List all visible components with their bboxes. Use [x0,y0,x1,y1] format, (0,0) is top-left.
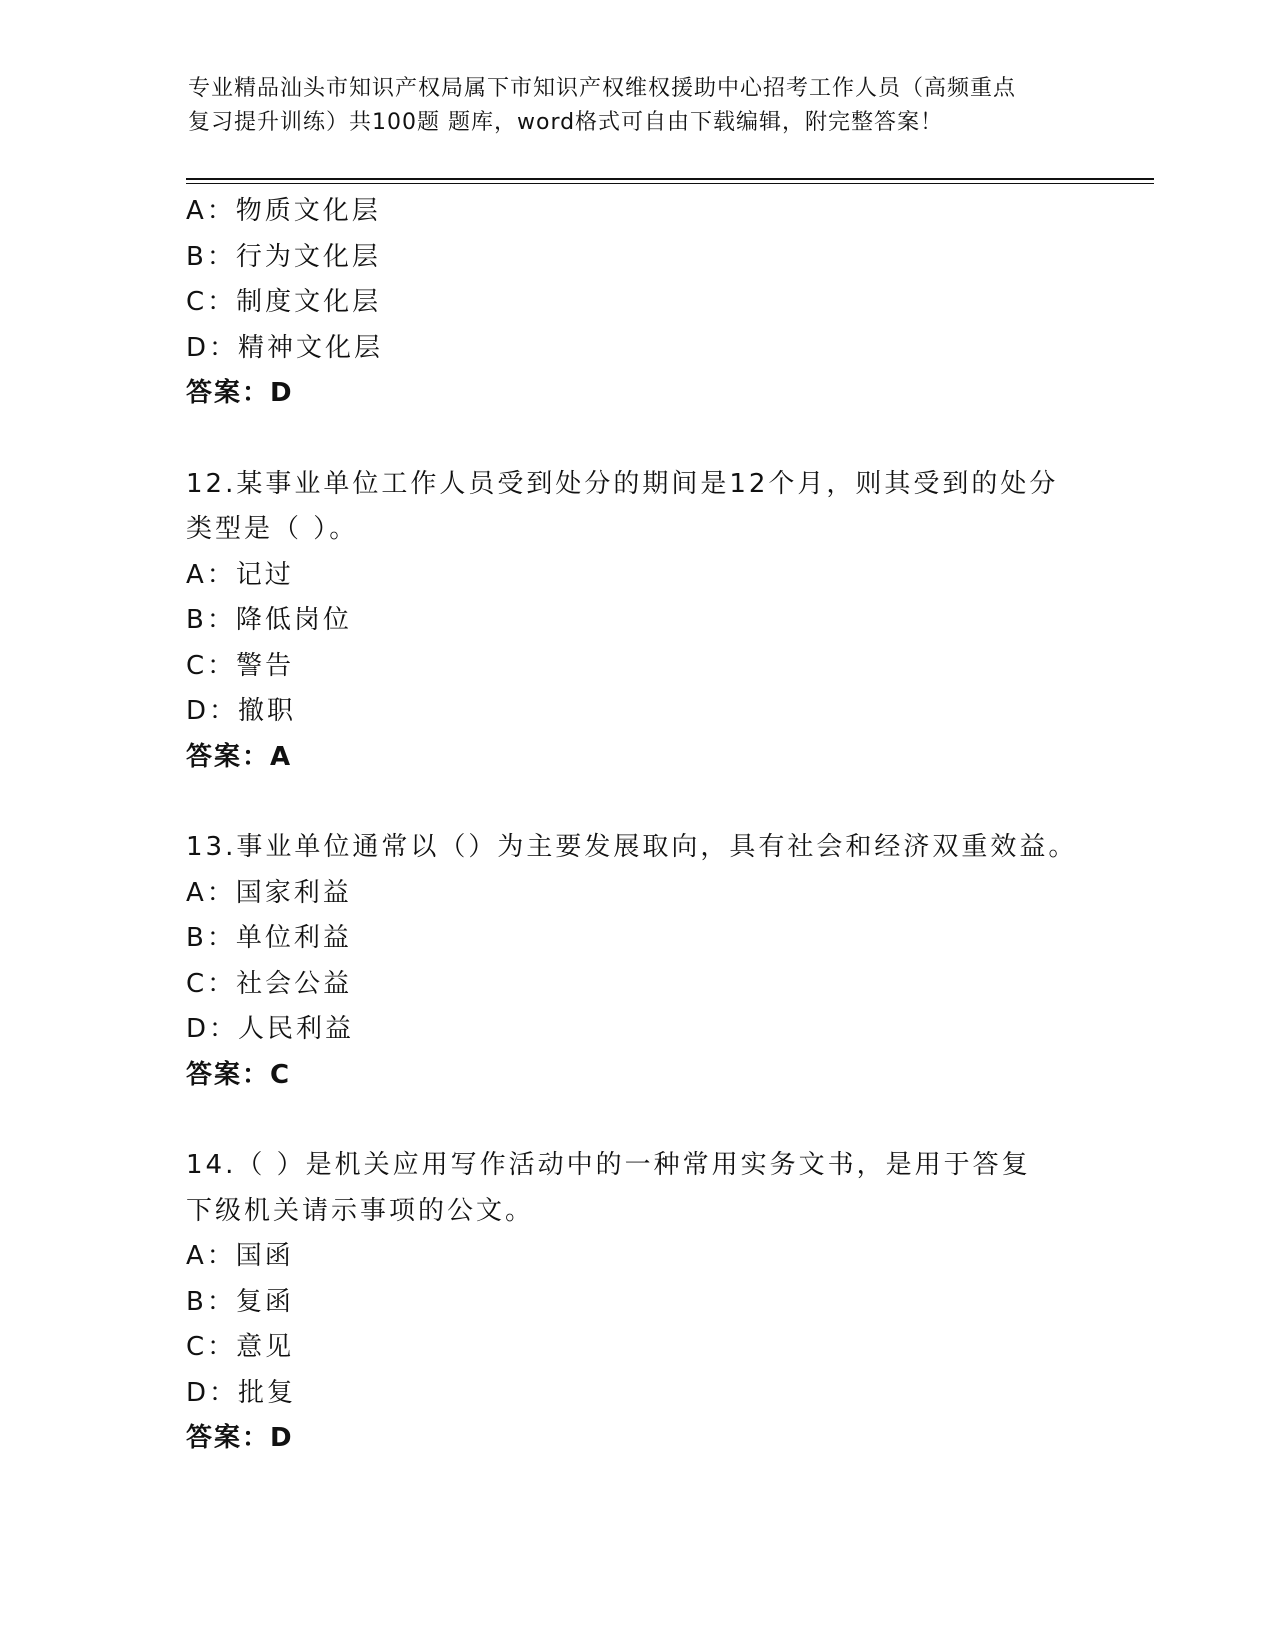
question-11 [186,189,1146,417]
option-a: A：记过 [186,559,294,590]
option-c: C：意见 [186,1332,295,1362]
option-b: B：降低岗位 [186,605,352,635]
document-body [186,189,1146,1462]
question-spacer [186,1098,1146,1143]
question-stem-continued: 下级机关请示事项的公文。 [186,1195,535,1226]
question-stem: 13.事业单位通常以（）为主要发展取向，具有社会和经济双重效益。 [186,832,1078,862]
option-b: B：单位利益 [186,923,352,953]
question-stem: 14.（ ）是机关应用写作活动中的一种常用实务文书，是用于答复 [186,1150,1031,1180]
header-line-1: 专业精品汕头市知识产权局属下市知识产权维权援助中心招考工作人员（高频重点 [188,76,1017,101]
question-stem: 12.某事业单位工作人员受到处分的期间是12个月，则其受到的处分 [186,468,1059,499]
option-a: A：国函 [186,1241,294,1271]
option-c: C：制度文化层 [186,287,382,317]
question-spacer [186,417,1146,462]
option-d: D：精神文化层 [186,332,384,363]
answer: 答案：A [186,741,293,772]
option-c: C：警告 [186,650,295,681]
option-a: A：国家利益 [186,877,352,908]
question-stem-continued: 类型是（ ）。 [186,514,359,544]
question-spacer [186,780,1146,825]
header-rule-thick [186,178,1154,180]
option-b: B：复函 [186,1286,294,1317]
header-rule-thin [186,183,1154,184]
option-d: D：批复 [186,1377,297,1408]
question-12 [186,462,1146,781]
answer: 答案：D [186,378,294,408]
question-14 [186,1143,1146,1462]
answer: 答案：D [186,1423,294,1453]
option-d: D：撤职 [186,696,297,726]
answer: 答案：C [186,1059,292,1090]
header-line-2: 复习提升训练）共100题 题库，word格式可自由下载编辑，附完整答案！ [188,110,944,135]
option-a: A：物质文化层 [186,196,381,226]
question-13 [186,825,1146,1098]
option-c: C：社会公益 [186,968,353,999]
page-header [188,72,1088,140]
option-b: B：行为文化层 [186,241,381,272]
option-d: D：人民利益 [186,1014,355,1044]
